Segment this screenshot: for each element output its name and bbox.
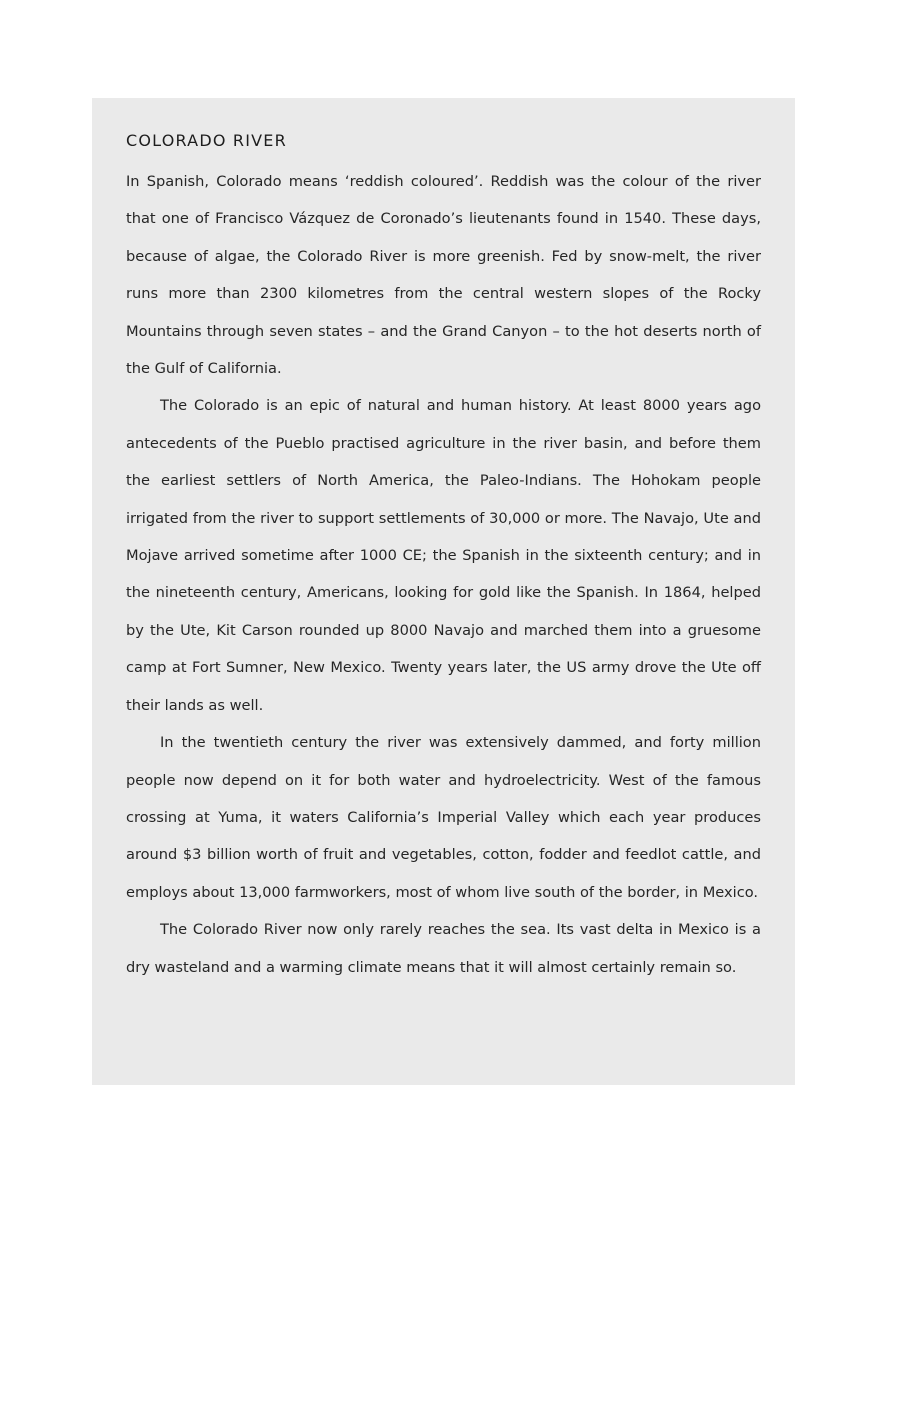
sidebar-title: COLORADO RIVER [126, 131, 287, 150]
paragraph-2: The Colorado is an epic of natural and human history. At least 8000 years ago antecedents of the Pueblo practised agriculture in the river basin, and before them the earliest settlers of North America, the Paleo-Indians. The Hohokam people irrigated from the river to support settlements of 30,000 or more. The Navajo, Ute and Mojave arrived sometime after 1000 CE; the Spanish in the sixteenth century; and in the nineteenth century, Americans, looking for gold like the Spanish. In 1864, helped by the Ute, Kit Carson rounded up 8000 Navajo and marched them into a gruesome camp at Fort Sumner, New Mexico. Twenty years later, the US army drove the Ute off their lands as well. [126, 397, 761, 714]
paragraph-1: In Spanish, Colorado means ‘reddish coloured’. Reddish was the colour of the river that one of Francisco Vázquez de Coronado’s lieutenants found in 1540. These days, because of algae, the Colorado River is more greenish. Fed by snow-melt, the river runs more than 2300 kilometres from the central western slopes of the Rocky Mountains through seven states – and the Grand Canyon – to the hot deserts north of the Gulf of California. [126, 173, 761, 378]
sidebar-body [126, 163, 761, 986]
paragraph-3: In the twentieth century the river was extensively dammed, and forty million people now depend on it for both water and hydroelectricity. West of the famous crossing at Yuma, it waters California’s Imperial Valley which each year produces around $3 billion worth of fruit and vegetables, cotton, fodder and feedlot cattle, and employs about 13,000 farmworkers, most of whom live south of the border, in Mexico. [126, 734, 761, 901]
paragraph-4: The Colorado River now only rarely reaches the sea. Its vast delta in Mexico is a dry wasteland and a warming climate means that it will almost certainly remain so. [126, 921, 761, 976]
